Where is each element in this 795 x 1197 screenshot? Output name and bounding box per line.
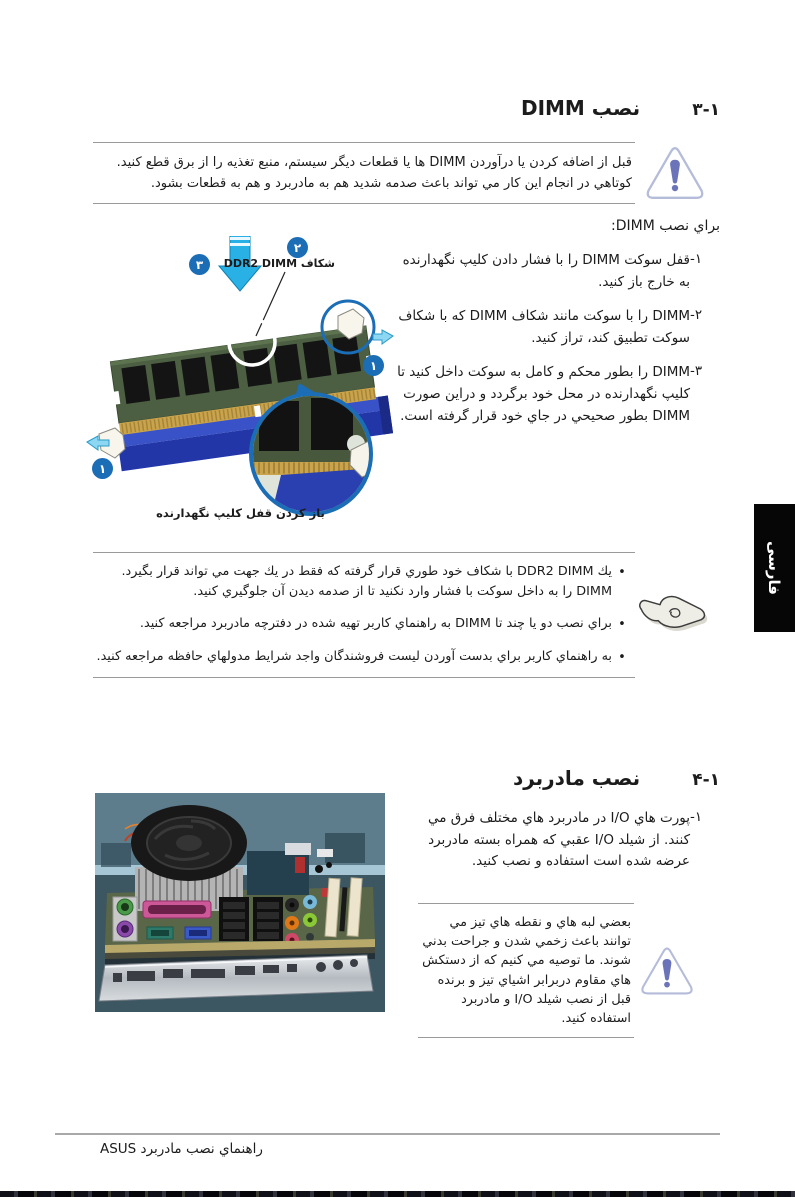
notes-box <box>93 552 715 678</box>
warning-text: قبل از اضافه كردن يا درآوردن DIMM ها يا قطعات ديگر سيستم، منبع تغذيه را از برق قطع كنيد. كوتاهي در انجام اين كار مي تواند باعث صدمه شديد هم به مادربرد و هم به قطعات بشود. <box>93 142 635 204</box>
section-title: نصب مادربرد <box>512 766 641 790</box>
step-item <box>388 362 720 427</box>
note-bullet: • <box>618 616 626 632</box>
step-item <box>388 306 720 349</box>
warning-box-sharp-edges <box>418 903 700 1038</box>
section-number: ۴-۱ <box>692 770 720 790</box>
note-bullet: • <box>618 649 626 665</box>
notes-list <box>93 552 635 678</box>
section-title: نصب DIMM <box>520 96 641 120</box>
section-1-3-heading <box>521 96 720 120</box>
step-number: -۱ <box>690 809 703 825</box>
footer-rule <box>55 1133 720 1135</box>
note-text: يك DDR2 DIMM با شكاف خود طوري قرار گرفته كه فقط در يك جهت مي تواند قرار بگيرد. DIMM را به داخل سوكت با فشار وارد نكنيد تا از صدمه ديدن آن جلوگيري كنيد. <box>121 564 612 599</box>
note-item <box>96 647 632 668</box>
step-item <box>388 250 720 293</box>
install-intro: براي نصب DIMM: <box>611 218 720 234</box>
step-number: -۱ <box>690 251 703 267</box>
step-text: پورت هاي I/O در مادربرد هاي مختلف فرق مي كنند. از شيلد I/O عقبي كه همراه بسته مادربرد عرضه شده است استفاده و نصب كنيد. <box>428 810 690 870</box>
warning-icon-wrap <box>635 144 715 202</box>
step-number: -۳ <box>690 363 703 380</box>
note-bullet: • <box>618 565 626 580</box>
step-number: -۲ <box>690 307 703 324</box>
warning-triangle-icon <box>644 144 706 202</box>
section-1-4-heading <box>513 766 720 790</box>
note-text: براي نصب دو يا چند تا DIMM به راهنماي كاربر تهيه شده در دفترچه مادربرد مراجعه كنيد. <box>139 615 612 631</box>
figure-badge-2: ۲ <box>287 237 308 258</box>
motherboard-steps <box>418 808 720 886</box>
side-tab-label: فارسی <box>765 540 784 596</box>
hand-icon-wrap <box>635 586 715 644</box>
bottom-scan-line <box>0 1191 795 1197</box>
motherboard-photo <box>95 793 385 1012</box>
step-item <box>418 808 720 873</box>
warning-triangle-icon <box>639 945 695 997</box>
step-text: DIMM را بطور محكم و كامل به سوكت داخل كنيد تا كليپ نگهدارنده در محل خود برگردد و دراين صورت DIMM بطور صحيحي در جاي خود قرار گرفته است. <box>397 364 690 424</box>
section-number: ۳-۱ <box>692 100 720 120</box>
step-text: DIMM را با سوكت مانند شكاف DIMM كه با شكاف سوكت تطبيق كند، تراز كنيد. <box>398 308 690 346</box>
figure-badge-3: ۳ <box>189 254 210 275</box>
language-side-tab <box>754 504 795 632</box>
pointing-hand-icon <box>635 586 715 644</box>
warning-box-dimm <box>93 142 715 204</box>
figure-caption: باز كردن قفل كليپ نگهدارنده <box>156 506 325 520</box>
dimm-illustration <box>85 236 397 538</box>
dimm-installation-figure <box>85 236 397 538</box>
warning-text: بعضي لبه هاي و نقطه هاي تيز مي توانند باعث زخمي شدن و جراحت بدني شوند. ما توصيه مي كنيم كه از دستكش هاي مقاوم دربرابر اشياي تيز و برنده قبل از نصب شيلد I/O و مادربرد استفاده كنيد. <box>418 903 634 1038</box>
right-arrow <box>373 330 393 344</box>
figure-badge-1-right: ۱ <box>363 355 384 376</box>
note-item <box>96 614 632 635</box>
step-text: قفل سوكت DIMM را با فشار دادن كليپ نگهدارنده به خارج باز كنيد. <box>402 252 690 290</box>
note-item <box>96 562 632 602</box>
dimm-steps <box>388 250 720 440</box>
footer-text: راهنماي نصب مادربرد ASUS <box>100 1141 263 1157</box>
dimm-notch-label: شكاف DDR2 DIMM <box>223 257 335 270</box>
note-text: به راهنماي كاربر براي بدست آوردن ليست فروشندگان واجد شرايط مدولهاي حافظه مراجعه كنيد. <box>96 648 612 664</box>
figure-badge-1-left: ۱ <box>92 458 113 479</box>
warning-icon-wrap <box>634 945 700 997</box>
